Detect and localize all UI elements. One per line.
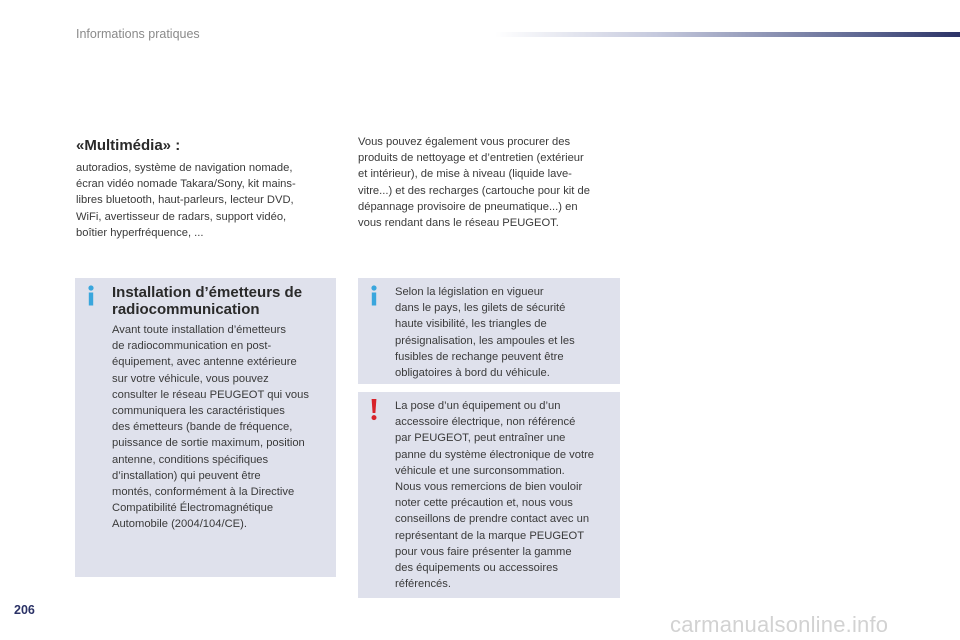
text-line: pour vous faire présenter la gamme — [395, 545, 572, 558]
exclamation-icon — [367, 399, 381, 421]
installation-heading — [112, 284, 332, 318]
text-line: autoradios, système de navigation nomade, — [76, 162, 293, 174]
text-line: panne du système électronique de votre — [395, 448, 595, 461]
text-line: communiquera les caractéristiques — [112, 405, 285, 418]
text-line: puissance de sortie maximum, position — [112, 437, 305, 450]
text-line: consulter le réseau PEUGEOT qui vous — [112, 388, 309, 401]
text-line: d’installation) qui peuvent être — [112, 469, 261, 482]
multimedia-title: «Multimédia» : — [76, 137, 181, 154]
text-line: boîtier hyperfréquence, ... — [76, 226, 204, 239]
text-line: des équipements ou accessoires — [395, 562, 558, 575]
text-line: de radiocommunication en post- — [112, 340, 272, 353]
info-icon — [367, 285, 381, 307]
text-line: véhicule et une surconsommation. — [395, 464, 565, 477]
text-line: Selon la législation en vigueur — [395, 286, 544, 298]
text-line: fusibles de rechange peuvent être — [395, 350, 564, 363]
text-line: accessoire électrique, non référencé — [395, 416, 576, 429]
text-line: équipement, avec antenne extérieure — [112, 356, 297, 369]
text-line: vitre...) et des recharges (cartouche pour kit de — [358, 184, 590, 197]
installation-body — [112, 322, 332, 533]
text-line: et intérieur), de mise à niveau (liquide lave- — [358, 168, 572, 181]
products-body — [358, 134, 620, 231]
multimedia-body — [76, 160, 326, 241]
text-line: Compatibilité Électromagnétique — [112, 502, 274, 515]
text-line: haute visibilité, les triangles de — [395, 318, 547, 331]
text-line: dans le pays, les gilets de sécurité — [395, 302, 566, 315]
text-line: obligatoires à bord du véhicule. — [395, 367, 550, 380]
text-line: antenne, conditions spécifiques — [112, 453, 269, 466]
text-line: écran vidéo nomade Takara/Sony, kit mains- — [76, 178, 296, 191]
text-line: Automobile (2004/104/CE). — [112, 518, 247, 531]
text-line: conseillons de prendre contact avec un — [395, 513, 590, 526]
text-line: montés, conformément à la Directive — [112, 486, 295, 499]
text-line: produits de nettoyage et d’entretien (extérieur — [358, 152, 584, 165]
text-line: WiFi, avertisseur de radars, support vidéo, — [76, 210, 287, 223]
text-line: Vous pouvez également vous procurer des — [358, 136, 571, 148]
text-line: libres bluetooth, haut-parleurs, lecteur DVD, — [76, 194, 294, 207]
warning-body — [395, 398, 617, 592]
text-line: référencés. — [395, 578, 451, 591]
text-line: noter cette précaution et, nous vous — [395, 497, 573, 510]
legislation-body — [395, 284, 615, 381]
text-line: des émetteurs (bande de fréquence, — [112, 421, 293, 434]
heading-line: radiocommunication — [112, 301, 260, 318]
text-line: représentant de la marque PEUGEOT — [395, 529, 585, 542]
header-gradient-bar — [495, 32, 960, 37]
heading-line: Installation d’émetteurs de — [112, 284, 303, 301]
text-line: dépannage provisoire de pneumatique...) en — [358, 200, 578, 213]
page-header-title: Informations pratiques — [76, 27, 200, 41]
text-line: Nous vous remercions de bien vouloir — [395, 481, 583, 494]
text-line: sur votre véhicule, vous pouvez — [112, 372, 269, 385]
text-line: La pose d’un équipement ou d’un — [395, 400, 561, 412]
page-number: 206 — [14, 603, 35, 617]
watermark: carmanualsonline.info — [670, 612, 889, 637]
info-icon — [84, 285, 98, 307]
text-line: présignalisation, les ampoules et les — [395, 334, 575, 347]
text-line: vous rendant dans le réseau PEUGEOT. — [358, 217, 559, 230]
text-line: par PEUGEOT, peut entraîner une — [395, 432, 566, 445]
text-line: Avant toute installation d’émetteurs — [112, 324, 286, 336]
